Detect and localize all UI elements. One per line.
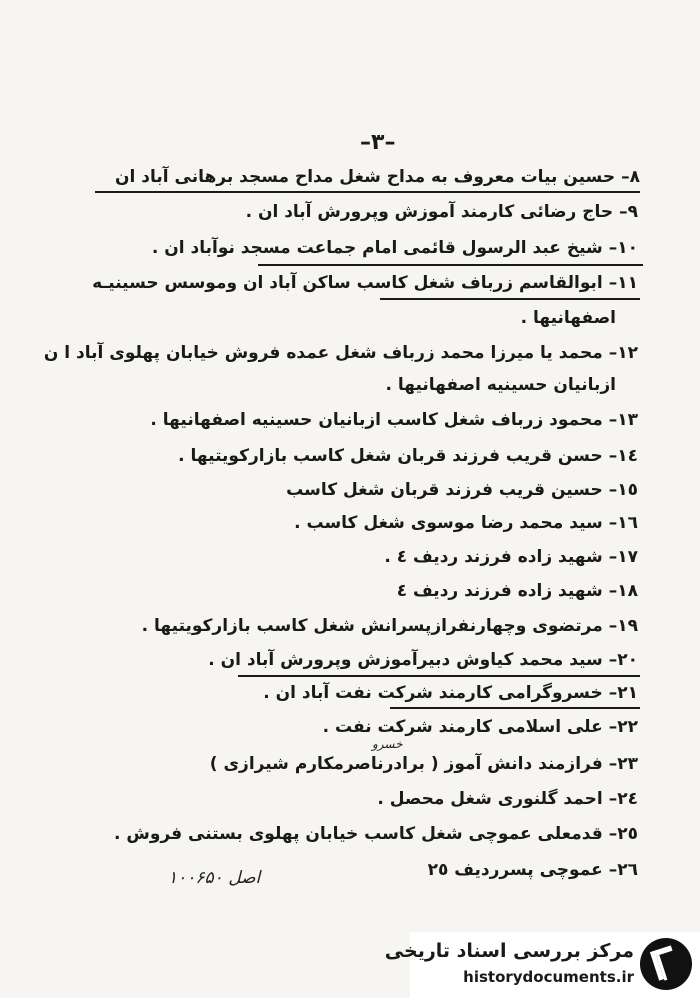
entry-number: ١٣– xyxy=(608,410,638,430)
entry-number: ١٥– xyxy=(608,480,638,500)
entry-text: سید محمد رضا موسوی شغل کاسب . xyxy=(294,513,603,533)
handwritten-correction: خسرو xyxy=(372,737,403,751)
entry-line xyxy=(385,373,622,397)
entry-text: احمد گلنوری شغل محصل . xyxy=(377,789,603,809)
underline-mark xyxy=(238,675,640,677)
entry-number: ١٧– xyxy=(608,547,638,567)
entry-line xyxy=(208,648,638,672)
entry-number: ٢٢– xyxy=(608,717,638,737)
entry-text: محمود زرباف شغل کاسب ازبانیان حسینیه اصفهانیها . xyxy=(150,410,603,430)
entry-text: سید محمد کیاوش دبیرآموزش وپرورش آباد ان . xyxy=(208,650,603,670)
entry-line xyxy=(210,752,638,776)
entry-text: فرازمند دانش آموز ( برادرناصرمکارم شیرازی ) xyxy=(209,754,603,774)
entry-number: ٢٣– xyxy=(608,754,638,774)
entry-line xyxy=(44,341,638,365)
entry-line xyxy=(521,306,622,330)
entry-number: ٢٠– xyxy=(608,650,638,670)
entry-number: ٢٤– xyxy=(608,789,638,809)
archive-logo-icon xyxy=(640,938,692,990)
entry-text: قدمعلی عموچی شغل کاسب خیابان پهلوی بستنی فروش . xyxy=(114,824,603,844)
entry-text: شهید زاده فرزند ردیف ٤ . xyxy=(384,547,603,567)
archive-watermark xyxy=(384,932,700,998)
entry-text: مرتضوی وچهارنفرازپسرانش شغل کاسب بازارکویتیها . xyxy=(141,616,603,636)
entry-number: ١٢– xyxy=(608,343,638,363)
entry-number: ٩– xyxy=(619,202,638,222)
entry-text: خسروگرامی کارمند شرکت نفت آباد ان . xyxy=(263,683,603,703)
entry-text: علی اسلامی کارمند شرکت نفت . xyxy=(322,717,603,737)
entry-line xyxy=(142,614,638,638)
entry-text: شیخ عبد الرسول قائمی امام جماعت مسجد نوآباد ان . xyxy=(151,238,603,258)
entry-line xyxy=(384,545,638,569)
entry-line xyxy=(92,271,638,295)
page-number: –٣– xyxy=(360,130,396,155)
entry-text: حاج رضائی کارمند آموزش وپرورش آباد ان . xyxy=(245,202,614,222)
entry-line xyxy=(246,200,638,224)
entry-number: ٢١– xyxy=(608,683,638,703)
handwritten-note: اصل ۱۰۰۶۵۰ xyxy=(168,868,261,888)
entry-text: اصفهانیها . xyxy=(520,308,616,328)
entry-line xyxy=(397,579,638,603)
entry-number: ١٦– xyxy=(608,513,638,533)
entry-line xyxy=(286,478,638,502)
entry-text: محمد یا میرزا محمد زرباف شغل عمده فروش خیابان پهلوی آباد ا ن xyxy=(43,343,603,363)
underline-mark xyxy=(258,264,643,266)
underline-mark xyxy=(390,707,640,709)
entry-line xyxy=(152,236,638,260)
watermark-title: مرکز بررسی اسناد تاریخی xyxy=(384,940,634,962)
entry-line xyxy=(114,822,638,846)
entry-line xyxy=(323,715,638,739)
entry-line xyxy=(178,444,638,468)
entry-line xyxy=(150,408,638,432)
entry-text: حسین قریب فرزند قربان شغل کاسب xyxy=(286,480,603,500)
entry-line xyxy=(115,165,640,189)
entry-number: ٨– xyxy=(621,167,640,187)
entry-text: ازبانیان حسینیه اصفهانیها . xyxy=(385,375,616,395)
entry-number: ١٨– xyxy=(608,581,638,601)
entry-text: شهید زاده فرزند ردیف ٤ xyxy=(396,581,603,601)
watermark-url: historydocuments.ir xyxy=(463,968,634,986)
entry-text: ابوالقاسم زرباف شغل کاسب ساکن آباد ان وموسس حسینیـه xyxy=(92,273,603,293)
entry-text: حسن قریب فرزند قربان شغل کاسب بازارکویتیها . xyxy=(178,446,603,466)
entry-text: عموچی پسرردیف ٢٥ xyxy=(427,860,603,880)
entry-line xyxy=(294,511,638,535)
entry-number: ١٠– xyxy=(608,238,638,258)
entry-line xyxy=(428,858,638,882)
entry-line xyxy=(263,681,638,705)
entry-number: ٢٥– xyxy=(608,824,638,844)
entry-number: ١١– xyxy=(608,273,638,293)
entry-line xyxy=(377,787,638,811)
underline-mark xyxy=(95,191,640,193)
entry-number: ١٩– xyxy=(608,616,638,636)
underline-mark xyxy=(380,298,640,300)
entry-number: ١٤– xyxy=(608,446,638,466)
entry-text: حسین بیات معروف به مداح شغل مداح مسجد برهانی آباد ان xyxy=(115,167,616,187)
entry-number: ٢٦– xyxy=(608,860,638,880)
